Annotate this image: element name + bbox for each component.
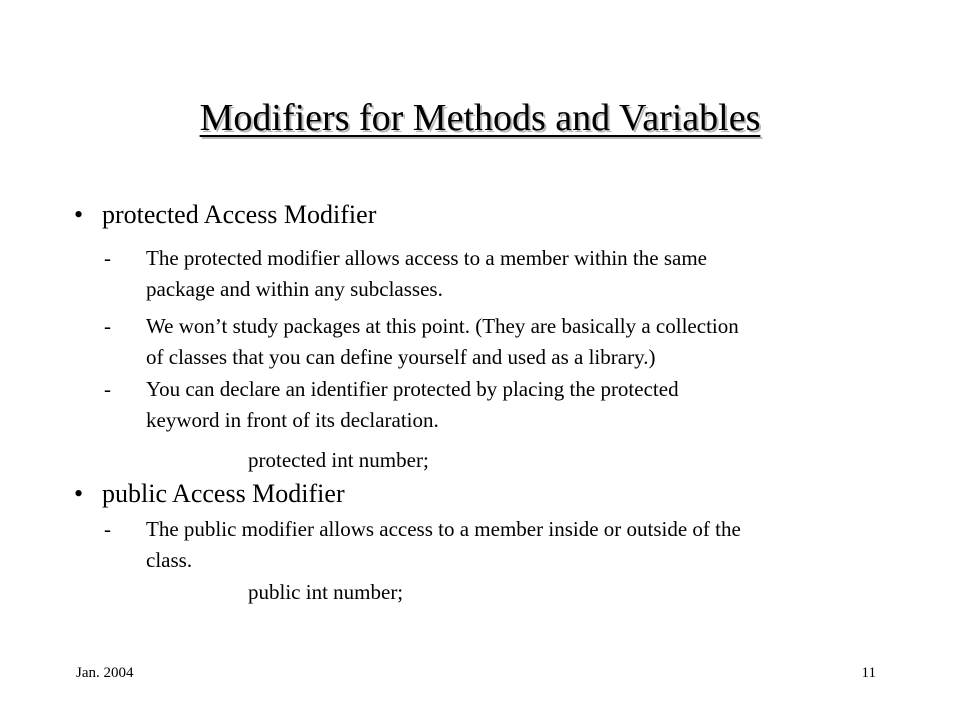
code-sample: protected int number;	[248, 448, 429, 472]
sub-point-text: You can declare an identifier protected by placing the protected keyword in front of its declaration.	[146, 377, 679, 432]
dash-marker: -	[104, 517, 111, 541]
slide-title: Modifiers for Methods and Variables	[199, 97, 761, 139]
sub-point-text: The protected modifier allows access to a member within the same package and within any subclasses.	[146, 246, 707, 301]
dash-marker: -	[104, 314, 111, 338]
code-sample: public int number;	[248, 580, 404, 604]
page-number: 11	[861, 665, 876, 681]
sub-point-text: We won’t study packages at this point. (They are basically a collection of classes that you can define yourself and used as a library.)	[146, 314, 739, 369]
bullet-marker: •	[74, 200, 84, 229]
bullet-label: public Access Modifier	[102, 479, 345, 508]
bullet-marker: •	[74, 479, 84, 508]
footer-date: Jan. 2004	[76, 665, 134, 681]
dash-marker: -	[104, 246, 111, 270]
dash-marker: -	[104, 377, 111, 401]
sub-point-text: The public modifier allows access to a member inside or outside of the class.	[146, 517, 741, 572]
bullet-label: protected Access Modifier	[102, 200, 377, 229]
